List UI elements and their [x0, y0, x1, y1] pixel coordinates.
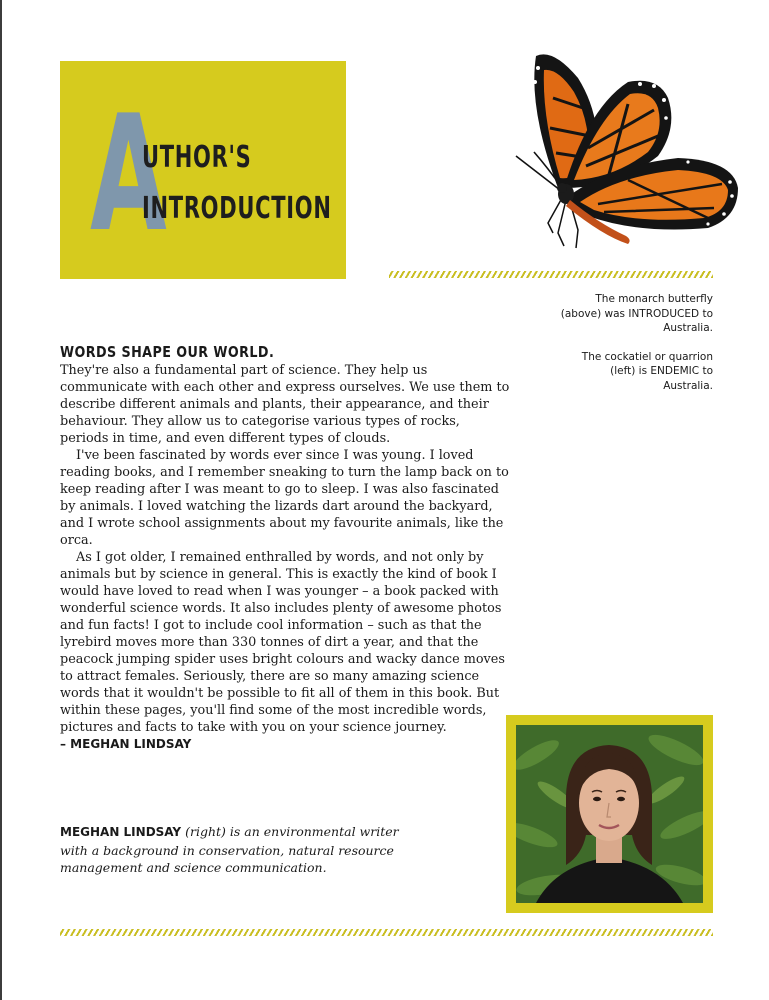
- article-body: [60, 362, 510, 753]
- author-bio: [60, 823, 400, 877]
- page-edge: [0, 0, 2, 1000]
- decorative-hatch-bottom: [60, 929, 713, 936]
- paragraph: As I got older, I remained enthralled by words, and not only by animals but by science in general. This is exactly the kind of book I would have loved to read when I was younger – a book packed with wonderful science words. It also includes plenty of awesome photos and fun facts! I got to include cool information – such as that the lyrebird moves more than 330 tonnes of dirt a year, and that the peacock jumping spider uses bright colours and wacky dance moves to attract females. Seriously, there are so many amazing science words that it wouldn't be possible to fit all of them in this book. But within these pages, you'll find some of the most incredible words, pictures and facts to take with you on your science journey.: [60, 550, 505, 735]
- side-note-cockatiel: The cockatiel or quarrion (left) is ENDEMIC to Australia.: [581, 350, 713, 392]
- title-line-1: UTHOR'S: [142, 140, 252, 175]
- bio-name: MEGHAN LINDSAY: [60, 825, 182, 839]
- paragraph: I've been fascinated by words ever since I was young. I loved reading books, and I remember sneaking to turn the lamp back on to keep reading after I was meant to go to sleep. I was also fascinated by animals. I loved watching the lizards dart around the backyard, and I wrote school assignments about my favourite animals, like the orca.: [60, 448, 509, 548]
- bio-text: (right) is an environmental writer with a background in conservation, natural resource management and science communication.: [60, 824, 399, 875]
- author-signature: – MEGHAN LINDSAY: [60, 737, 192, 751]
- author-portrait-frame: [506, 715, 713, 913]
- paragraph: They're also a fundamental part of science. They help us communicate with each other and express ourselves. We use them to describe different animals and plants, their appearance, and their behaviour. They allow us to categorise various types of rocks, periods in time, and even different types of clouds.: [60, 363, 510, 446]
- title-drop-letter: A: [90, 80, 167, 267]
- monarch-butterfly-image: [508, 48, 742, 258]
- section-heading: WORDS SHAPE OUR WORLD.: [60, 343, 275, 361]
- decorative-hatch-top: [389, 271, 713, 278]
- side-notes: [560, 292, 713, 407]
- author-portrait-photo: [516, 725, 703, 903]
- title-box: [60, 61, 346, 279]
- side-note-monarch: The monarch butterfly (above) was INTRODUCED to Australia.: [560, 293, 713, 334]
- title-line-2: INTRODUCTION: [142, 191, 332, 226]
